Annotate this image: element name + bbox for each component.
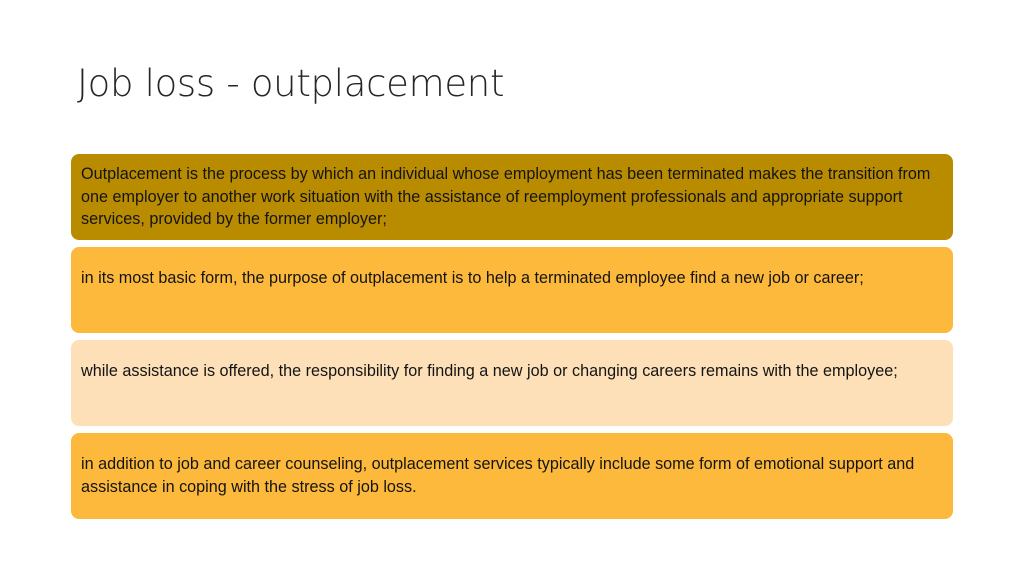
block-employee-responsibility bbox=[71, 340, 953, 426]
block-emotional-support bbox=[71, 433, 953, 519]
block-text: Outplacement is the process by which an individual whose employment has been terminated makes the transition from one employer to another work situation with the assistance of reemployment professionals and appropriate support services, provided by the former employer; bbox=[81, 165, 931, 228]
block-text: while assistance is offered, the responsibility for finding a new job or changing careers remains with the employee; bbox=[81, 362, 898, 380]
block-text: in its most basic form, the purpose of outplacement is to help a terminated employee find a new job or career; bbox=[81, 269, 864, 287]
block-outplacement-purpose bbox=[71, 247, 953, 333]
block-outplacement-definition bbox=[71, 154, 953, 240]
slide-title: Job loss - outplacement bbox=[77, 62, 505, 105]
block-text: in addition to job and career counseling, outplacement services typically include some form of emotional support and assistance in coping with the stress of job loss. bbox=[81, 455, 915, 496]
content-blocks bbox=[71, 154, 953, 526]
